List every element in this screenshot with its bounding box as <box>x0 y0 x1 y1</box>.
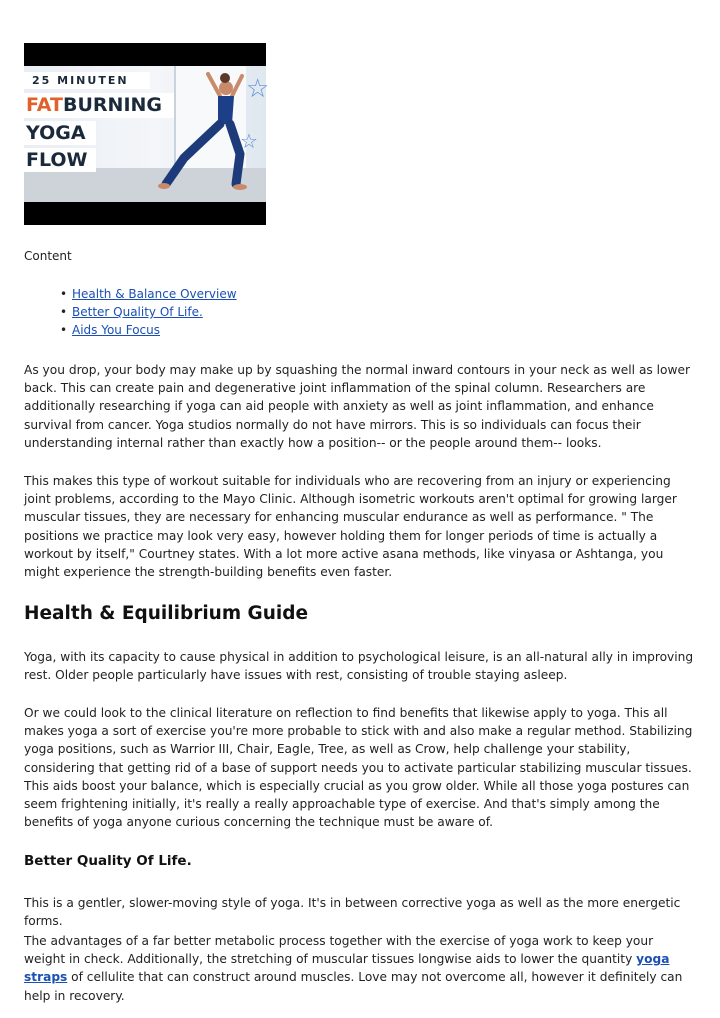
article-paragraph: Or we could look to the clinical literature on reflection to find benefits that likewise apply to yoga. This all makes yoga a sort of exercise you're more probable to stick with and also make a regular method. Stabilizing yoga positions, such as Warrior III, Chair, Eagle, Tree, as well as Crow, help challenge your stability, considering that getting rid of a base of support needs you to activate particular stabilizing muscular tissues. This aids boost your balance, which is especially crucial as you grow older. While all those yoga postures can seem frightening initially, it's really a really approachable type of exercise. And that's simply among the benefits of yoga anyone curious concerning the technique must be aware of. <box>24 706 693 830</box>
toc-link-better-quality[interactable]: Better Quality Of Life. <box>72 305 203 319</box>
article-paragraph: Yoga, with its capacity to cause physical in addition to psychological leisure, is an all-natural ally in improving rest. Older people particularly have issues with rest, consisting of trouble staying asleep. <box>24 650 694 683</box>
thumbnail-title-line3: YOGA <box>24 121 96 145</box>
thumbnail-title-line2 <box>24 93 174 118</box>
thumbnail-scene <box>24 66 270 202</box>
subsection-heading: Better Quality Of Life. <box>24 853 192 869</box>
toc-link-health-balance[interactable]: Health & Balance Overview <box>72 287 237 301</box>
paragraph-text: The advantages of a far better metabolic process together with the exercise of yoga work to keep your weight in check. Additionally, the stretching of muscular tissues longwise aids to lower the quantity <box>24 934 654 967</box>
toc-link-aids-focus[interactable]: Aids You Focus <box>72 323 160 337</box>
toc-item <box>60 304 237 322</box>
article-paragraph: As you drop, your body may make up by squashing the normal inward contours in your neck as well as lower back. This can create pain and degenerative joint inflammation of the spinal column. Researchers are additionally researching if yoga can aid people with anxiety as well as joint inflammation, and enhance survival from cancer. Yoga studios normally do not have mirrors. This is so individuals can focus their understanding internal rather than exactly how a position-- or the people around them-- looks. <box>24 363 690 450</box>
star-icon: ☆ <box>240 129 258 153</box>
yoga-figure-illustration <box>154 66 264 202</box>
video-thumbnail[interactable] <box>24 43 270 225</box>
thumbnail-title-line1: 25 MINUTEN <box>24 72 150 89</box>
paragraph-text: of cellulite that can construct around muscles. Love may not overcome all, however it definitely can help in recovery. <box>24 970 683 1003</box>
article-paragraph <box>24 932 698 1005</box>
table-of-contents <box>60 286 237 340</box>
toc-label: Content <box>24 249 72 263</box>
star-icon: ☆ <box>246 74 270 104</box>
article-paragraph: This is a gentler, slower-moving style of yoga. It's in between corrective yoga as well as the more energetic forms. <box>24 896 681 929</box>
toc-item <box>60 322 237 340</box>
toc-item <box>60 286 237 304</box>
thumbnail-title-line4: FLOW <box>24 148 96 172</box>
thumbnail-title-burning: BURNING <box>63 94 163 116</box>
thumbnail-title-fat: FAT <box>26 94 63 116</box>
article-paragraph: This makes this type of workout suitable for individuals who are recovering from an injury or experiencing joint problems, according to the Mayo Clinic. Although isometric workouts aren't optimal for growing larger muscular tissues, they are necessary for enhancing muscular endurance as well as performance. " The positions we practice may look very easy, however holding them for longer periods of time is actually a workout by itself," Courtney states. With a lot more active asana methods, like vinyasa or Ashtanga, you might experience the strength-building benefits even faster. <box>24 474 677 580</box>
yoga-straps-link[interactable]: yoga straps <box>24 952 670 985</box>
section-heading: Health & Equilibrium Guide <box>24 603 309 624</box>
